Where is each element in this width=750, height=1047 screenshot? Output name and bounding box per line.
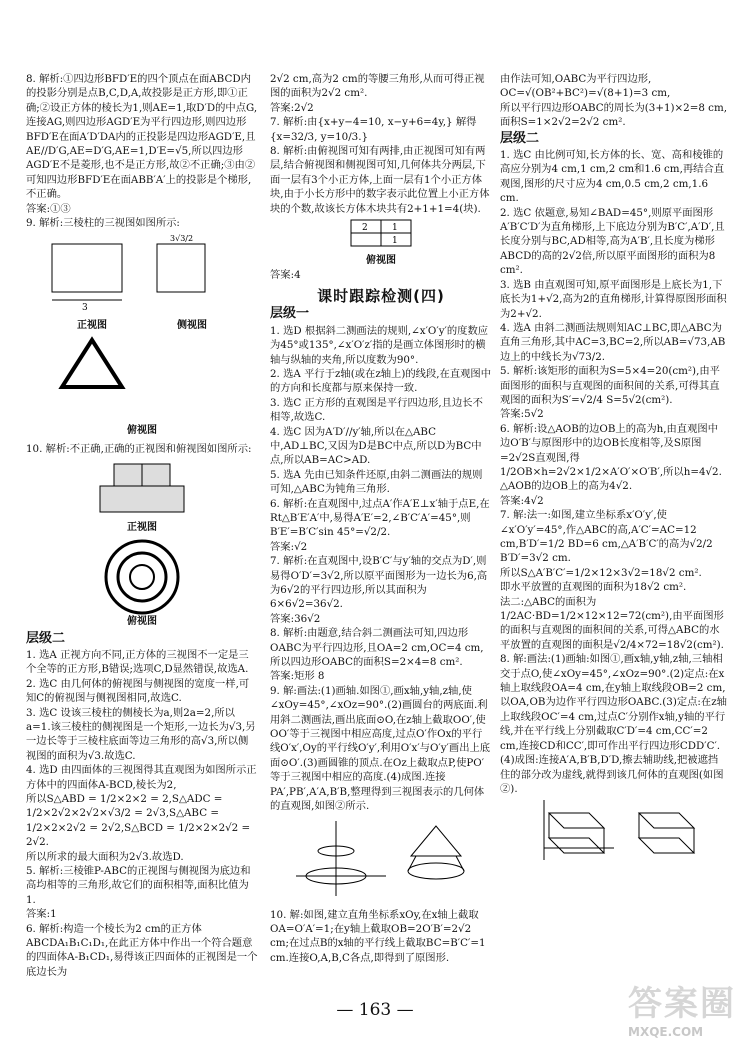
caption-front-view: 正视图 bbox=[77, 320, 107, 332]
answer-8: 8. 解析:①四边形BFD′E的四个顶点在面ABCD内的投影分别是点B,C,D,A,故投影是正方形,即①正确;②设正方体的棱长为1,则AE=1,取D′D的中点G,连接AG,则四边形AGD′E为平行四边形,则四边形BFD′E在面A′D′DA内的正投影是四边形AGD′E,且AE//D′G,AE=D′G,AE=1,D′E=√5,所以四边形AGD′E不是菱形,也不是正方形,故②不正确;③由②可知四边形BFD′E在面ABB′A′上的投影是个梯形,不正确。 bbox=[26, 73, 258, 201]
svg-text:3√3/2: 3√3/2 bbox=[170, 234, 194, 244]
answer-8: 8. 解析:由俯视图可知有两排,由正视图可知有两层,结合俯视图和侧视图可知,几何体共分两层,下面一层有3个小正方体,上面一层有1个小正方体块,由于小长方形中的数字表示此位置上小正方体块的个数,故该长方体木块共有2+1+1=4(块). bbox=[270, 145, 490, 215]
column-right bbox=[500, 72, 728, 870]
watermark-cn: 答案圈 bbox=[628, 984, 736, 1024]
column-middle bbox=[270, 72, 492, 965]
level2-q3: 3. 选B 由直观图可知,原平面图形是上底长为1,下底长为1+√2,高为2的直角梯形,计算得原图形面积为2+√2. bbox=[500, 278, 727, 320]
answer-10: 10. 解析:不正确,正确的正视图和俯视图如图所示: bbox=[26, 443, 252, 456]
level2-q2: 2. 选C 由几何体的俯视图与侧视图的宽度一样,可知C的俯视图与侧视图相同,故选C. bbox=[26, 677, 250, 705]
level2-q7-area: 所以S△A′B′C′=1/2×12×3√2=18√2 cm². bbox=[500, 566, 702, 579]
level1-q8: 8. 解析:由题意,结合斜二测画法可知,四边形OABC为平行四边形,且OA=2 cm,OC=4 cm,所以四边形OABC的面积S=2×4=8 cm². bbox=[270, 627, 484, 669]
caption-top-view-10: 俯视图 bbox=[127, 616, 157, 628]
level1-q6-answer: 答案:√2 bbox=[270, 540, 308, 553]
answer-6-cont: 2√2 cm,高为2 cm的等腰三角形,从而可得正视图的面积为2√2 cm². bbox=[270, 73, 485, 100]
section-level-two: 层级二 bbox=[26, 630, 66, 646]
caption-side-view: 侧视图 bbox=[177, 320, 207, 332]
answer-9: 9. 解析:三棱柱的三视图如图所示: bbox=[26, 217, 180, 230]
level1-q3: 3. 选C 正方形的直观图是平行四边形,且边长不相等,故选C. bbox=[270, 396, 483, 424]
caption-top-view: 俯视图 bbox=[127, 424, 157, 436]
level2-q6-conclusion: △AOB的边OB上的高为4√2. bbox=[500, 480, 633, 493]
section-level-two: 层级二 bbox=[500, 130, 540, 146]
level2-q6: 6. 解析:构造一个棱长为2 cm的正方体ABCDA₁B₁C₁D₁,在此正方体中作出一个符合题意的四面体A-B₁CD₁,易得该正四面体的正视图是一个底边长为 bbox=[26, 922, 258, 978]
frustum-figure bbox=[276, 816, 486, 906]
level2-q4: 4. 选A 由斜二测画法规则知AC⊥BC,即△ABC为直角三角形,其中AC=3,BC=2,所以AB=√73,AB边上的中线长为√73/2. bbox=[500, 321, 726, 363]
level1-q8-answer: 答案:矩形 8 bbox=[270, 670, 325, 683]
level1-q2: 2. 选A 平行于z轴(或在z轴上)的线段,在直观图中的方向和长度都与原来保持一致. bbox=[270, 367, 492, 395]
level2-q4-result: 所以所求的最大面积为2√3.故选D. bbox=[26, 850, 184, 863]
prism-figure bbox=[514, 798, 714, 868]
answer-7: 7. 解析:由{x+y−4=10, x−y+6=4y,} 解得{x=32/3, y=10/3.} bbox=[270, 116, 477, 143]
site-watermark bbox=[628, 976, 736, 1039]
answer-8-result: 答案:4 bbox=[270, 269, 301, 282]
level2-q1: 1. 选C 由比例可知,长方体的长、宽、高和棱锥的高应分别为4 cm,1 cm,2 cm和1.6 cm,再结合直观图,图形的尺寸应为4 cm,0.5 cm,2 cm,1.6 cm. bbox=[500, 149, 725, 205]
grid-cell-2: 1 bbox=[392, 223, 398, 234]
answer-8-result: 答案:①③ bbox=[26, 202, 71, 215]
grid-caption: 俯视图 bbox=[366, 255, 396, 267]
level2-q4: 4. 选D 由四面体的三视图得其直观图为如图所示正方体中的四面体A-BCD,棱长为2, bbox=[26, 764, 257, 791]
level2-q6-answer: 答案:4√2 bbox=[500, 494, 544, 507]
level2-q6: 6. 解析:设△AOB的边OB上的高为h,由直观图中边O′B′与原图形中的边OB长度相等,及S原图=2√2S直观图,得1/2OB×h=2√2×1/2×A′O′×O′B′,所以h=4√2. bbox=[500, 422, 722, 478]
page-number: — 163 — bbox=[336, 1000, 414, 1020]
answer-10-cont-2: OC=√(OB²+BC²)=√(8+1)=3 cm, bbox=[500, 87, 671, 100]
level1-q7-answer: 答案:36√2 bbox=[270, 612, 321, 625]
level2-q4-areas: 所以S△ABD = 1/2×2×2 = 2,S△ADC = 1/2×2√2×2√2×√3/2 = 2√3,S△ABC = 1/2×2×2√2 = 2√2,S△BCD = 1/2×2×2√2 = 2√2. bbox=[26, 792, 251, 849]
level2-q1: 1. 选A 正视方向不同,正方体的三视图不一定是三个全等的正方形,B错误;选项C,D显然错误,故选A. bbox=[26, 648, 249, 676]
section-title: 课时跟踪检测(四) bbox=[317, 286, 445, 305]
grid-cell-3: 1 bbox=[392, 236, 398, 247]
level1-q4: 4. 选C 因为A′D′//y′轴,所以在△ABC中,AD⊥BC,又因为D是BC中点,所以D为BC中点,所以AB=AC>AD. bbox=[270, 425, 482, 467]
svg-text:3: 3 bbox=[82, 303, 88, 314]
level2-q5: 5. 解析:该矩形的面积为S=5×4=20(cm²),由平面图形的面积与直观图的面积间的关系,可得其直观图的面积为S′=√2/4 S=5√2(cm²). bbox=[500, 365, 720, 406]
level2-q5: 5. 解析:三棱锥P-ABC的正视图与侧视图为底边和高均相等的三角形,故它们的面积相等,面积比值为1. bbox=[26, 865, 251, 906]
watermark-en: MXQE.COM bbox=[628, 1025, 704, 1039]
cylinder-views-figure bbox=[82, 459, 202, 619]
column-left bbox=[26, 72, 258, 979]
level1-q5: 5. 选A 先由已知条件还原,由斜二测画法的规则可知,△ABC为钝角三角形. bbox=[270, 468, 483, 496]
level2-q5-answer: 答案:5√2 bbox=[500, 408, 544, 421]
level1-q9: 9. 解:画法:(1)画轴.如图①,画x轴,y轴,z轴,使∠xOy=45°,∠xOz=90°.(2)画圆台的两底面.利用斜二测画法,画出底面⊙O,在z轴上截取OO′,使OO′等于三视图中相应高度,过点O′作Ox的平行线O′x′,Oy的平行线O′y′,利用O′x′与O′y′画出上底面⊙O′.(3)画圆锥的顶点.在Oz上截取点P,使PO′等于三视图中相应的高度.(4)成图.连接PA′,PB′,A′A,B′B,整理得到三视图表示的几何体的直观图,如图②所示. bbox=[270, 684, 491, 813]
level2-q2: 2. 选C 依题意,易知∠BAD=45°,则原平面图形A′B′C′D′为直角梯形,上下底边分别为B′C′,A′D′,且长度分别与BC,AD相等,高为A′B′,且长度为梯形ABCD的高的2√2倍,所以原平面图形的面积为8 cm². bbox=[500, 206, 725, 277]
level2-q3: 3. 选C 设该三棱柱的侧棱长为a,则2a=2,所以a=1.该三棱柱的侧视图是一个矩形,一边长为√3,另一边长等于三棱柱底面等边三角形的高√3,所以侧视图的面积为√3.故选C. bbox=[26, 706, 256, 762]
level1-q1: 1. 选D 根据斜二测画法的规则,∠x′O′y′的度数应为45°或135°,∠x′O′z′指的是画立体图形时的横轴与纵轴的夹角,所以度数为90°. bbox=[270, 324, 489, 366]
level2-q8: 8. 解:画法:(1)画轴:如图①,画x轴,y轴,z轴,三轴相交于点O,使∠xOy=45°,∠xOz=90°.(2)定点:在x轴上取线段OA=4 cm,在y轴上取线段OB=2 cm,以OA,OB为边作平行四边形OABC.(3)定点:在z轴上取线段OC′=4 cm,过点C′分别作x轴,y轴的平行线,并在平行线上分别截取C′D′=4 cm,CC′=2 cm,连接CD和CC′,即可作出平行四边形CDD′C′.(4)成图:连接A′A,B′B,D′D,擦去辅助线,把被遮挡住的部分改为虚线,就得到该几何体的直观图(如图②). bbox=[500, 653, 727, 795]
level2-q7: 7. 解:法一:如图,建立坐标系x′O′y′,使∠x′O′y′=45°,作△ABC的高,A′C′=AC=12 cm,B′D′=1/2 BD=6 cm,△A′B′C′的高为√2/2 B′D′=3√2 cm. bbox=[500, 509, 713, 565]
section-level-one: 层级一 bbox=[270, 306, 310, 322]
level1-q7: 7. 解析:在直观图中,设B′C′与y′轴的交点为D′,则易得O′D′=3√2,所以原平面图形为一边长为6,高为6√2的平行四边形,所以其面积为6×6√2=36√2. bbox=[270, 555, 488, 611]
level1-q10: 10. 解:如图,建立直角坐标系xOy,在x轴上截取OA=O′A′=1;在y轴上截取OB=2O′B′=2√2 cm;在过点B的x轴的平行线上截取BC=B′C′=1 cm.连接O,A,B,C各点,即得到了原图形. bbox=[270, 908, 486, 964]
level2-q7-result: 即水平放置的直观图的面积为18√2 cm². bbox=[500, 581, 687, 594]
grid-cell-1: 2 bbox=[362, 223, 368, 234]
level2-q7-method2: 法二:△ABC的面积为1/2AC·BD=1/2×12×12=72(cm²),由平面图形的面积与直观图的面积间的关系,可得△ABC的水平放置的直观图的面积是√2/4×72=18√2(cm²). bbox=[500, 595, 724, 651]
level2-q5-answer: 答案:1 bbox=[26, 908, 57, 921]
answer-6-result: 答案:2√2 bbox=[270, 101, 314, 114]
answer-10-cont-3: 所以平行四边形OABC的周长为(3+1)×2=8 cm,面积S=1×2√2=2√2 cm². bbox=[500, 101, 727, 129]
answer-10-cont-1: 由作法可知,OABC为平行四边形, bbox=[500, 73, 652, 85]
level1-q6: 6. 解析:在直观图中,过点A′作A′E⊥x′轴于点E,在Rt△B′E′A′中,易得A′E′=2,∠B′C′A′=45°,则B′E′=B′C′sin 45°=√2/2. bbox=[270, 497, 490, 539]
caption-front-view-10: 正视图 bbox=[127, 521, 157, 533]
block-grid-figure bbox=[346, 218, 416, 252]
